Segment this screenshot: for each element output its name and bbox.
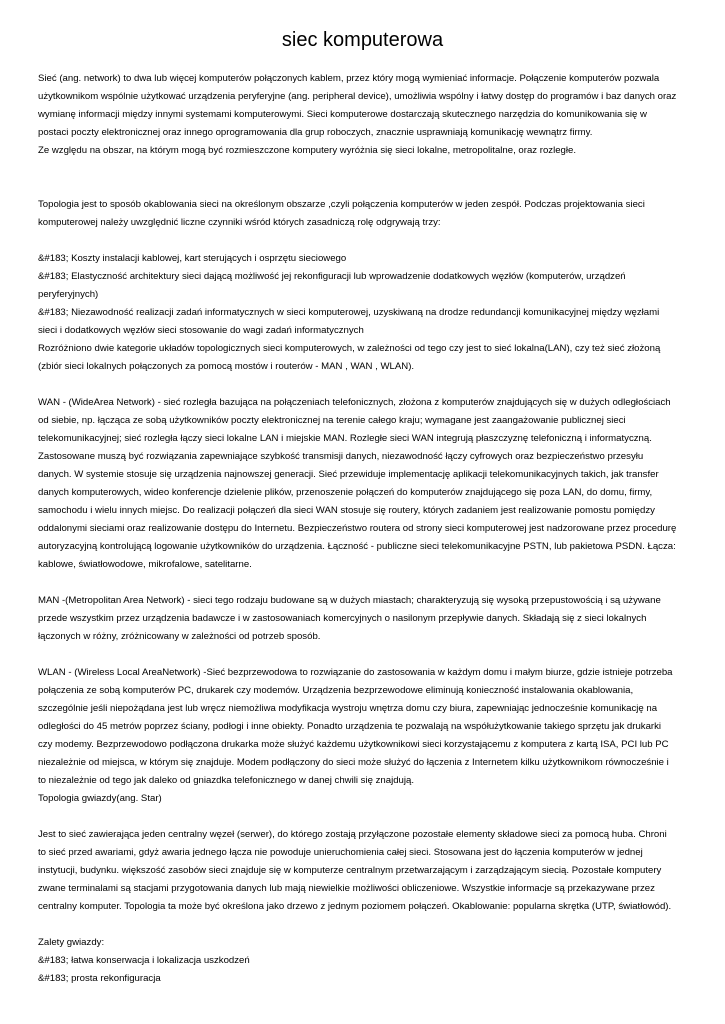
text-line: danych. W systemie stosuje się urządzenia najnowszej generacji. Sieć przewiduje implementację aplikacji telekomunikacyjnych takich, jak transfer	[38, 469, 659, 480]
text-line: &#183; Niezawodność realizacji zadań informatycznych w sieci komputerowej, uzyskiwaną na drodze redundancji komunikacyjnej między węzłami	[38, 307, 660, 318]
text-line: Ze względu na obszar, na którym mogą być rozmieszczone komputery wyróżnia się sieci lokalne, metropolitalne, oraz rozległe.	[38, 145, 577, 156]
text-line: Topologia gwiazdy(ang. Star)	[38, 793, 162, 804]
text-line: niezależnie od miejsca, w którym się znajduje. Modem podłączony do sieci może służyć do łączenia z Internetem kilku użytkownikom równocześnie i	[38, 757, 669, 768]
text-line: komputerowej należy uwzględnić liczne czynniki wśród których zasadniczą rolę odgrywają trzy:	[38, 217, 441, 228]
text-line: centralny komputer. Topologia ta może być określona jako drzewo z jednym poziomem połączeń. Okablowanie: popularna skrętka (UTP, światłowód).	[38, 901, 672, 912]
paragraph	[38, 394, 687, 574]
text-line: danych komputerowych, wideo konferencje dzielenie plików, przenoszenie połączeń do komputerów znajdującego się poza LAN, do domu, firmy,	[38, 487, 653, 498]
paragraph-spacer	[38, 916, 687, 934]
text-line: użytkownikom wspólnie użytkować urządzenia peryferyjne (ang. peripheral device), umożliwia wspólny i łatwy dostęp do programów i baz danych oraz	[38, 91, 677, 102]
text-line: samochodu i wielu innych miejsc. Do realizacji połączeń dla sieci WAN stosuje się routery, których zadaniem jest realizowanie pomostu pomiędzy	[38, 505, 655, 516]
text-line: zwane terminalami są stacjami przygotowania danych lub mają niewielkie możliwości obliczeniowe. Wszystkie informacje są przekazywane przez	[38, 883, 655, 894]
text-line: &#183; Elastyczność architektury sieci dającą możliwość jej rekonfiguracji lub wprowadzenie dodatkowych węzłów (komputerów, urządzeń	[38, 271, 626, 282]
text-line: WAN - (WideArea Network) - sieć rozległa bazująca na połączeniach telefonicznych, złożona z komputerów znajdujących się w dużych odległościach	[38, 397, 671, 408]
text-line: &#183; prosta rekonfiguracja	[38, 973, 161, 984]
text-line: MAN -(Metropolitan Area Network) - sieci tego rodzaju budowane są w dużych miastach; charakteryzują się wysoką przepustowością i są używane	[38, 595, 661, 606]
text-line: &#183; Koszty instalacji kablowej, kart sterujących i osprzętu sieciowego	[38, 253, 347, 264]
text-line: autoryzacyjną kontrolującą logowanie użytkowników do urządzenia. Łączność - publiczne sieci telekomunikacyjne PSTN, lub pakietowa PSDN. Łącza:	[38, 541, 676, 552]
text-line: peryferyjnych)	[38, 289, 99, 300]
text-line: Zalety gwiazdy:	[38, 937, 105, 948]
text-line: postaci poczty elektronicznej oraz innego oprogramowania dla grup roboczych, znacznie usprawniają komunikację wewnątrz firmy.	[38, 127, 593, 138]
text-line: Sieć (ang. network) to dwa lub więcej komputerów połączonych kablem, przez który mogą wymieniać informacje. Połączenie komputerów pozwala	[38, 73, 660, 84]
paragraph	[38, 592, 687, 646]
text-line: (zbiór sieci lokalnych połączonych za pomocą mostów i routerów - MAN , WAN , WLAN).	[38, 361, 415, 372]
document-title: siec komputerowa	[281, 29, 444, 51]
text-line: &#183; łatwa konserwacja i lokalizacja uszkodzeń	[38, 955, 250, 966]
paragraph	[38, 934, 687, 988]
text-line: odległości do 45 metrów poprzez ściany, podłogi i inne obiekty. Ponadto urządzenia te pozwalają na współużytkowanie takiego sprzętu jak drukarki	[38, 721, 662, 732]
text-line: Zastosowane muszą być rozwiązania zapewniające szybkość transmisji danych, niezawodność łączy cyfrowych oraz bezpieczeństwo przesyłu	[38, 451, 644, 462]
paragraph-spacer	[38, 160, 687, 196]
paragraph-spacer	[38, 646, 687, 664]
text-line: oddalonymi sieciami oraz realizowanie dostępu do Internetu. Bezpieczeństwo routera od strony sieci komputerowej jest nadzorowane przez procedurę	[38, 523, 677, 534]
text-line: wymianę informacji między innymi systemami komputerowymi. Sieci komputerowe dostarczają skutecznego narzędzia do komunikowania się w	[38, 109, 647, 120]
text-line: przede wszystkim przez urządzenia badawcze i w zastosowaniach komercyjnych o nasilonym przepływie danych. Składają się z sieci lokalnych	[38, 613, 647, 624]
text-line: Jest to sieć zawierająca jeden centralny węzeł (serwer), do którego zostają przyłączone pozostałe elementy składowe sieci za pomocą huba. Chroni	[38, 829, 667, 840]
paragraph	[38, 664, 687, 808]
text-line: WLAN - (Wireless Local AreaNetwork) -Sieć bezprzewodowa to rozwiązanie do zastosowania w każdym domu i małym biurze, gdzie istnieje potrzeba	[38, 667, 673, 678]
paragraph-spacer	[38, 574, 687, 592]
text-line: Topologia jest to sposób okablowania sieci na określonym obszarze ,czyli połączenia komputerów w jeden zespół. Podczas projektowania sieci	[38, 199, 645, 210]
text-line: to sieć przed awariami, gdyż awaria jednego łącza nie powoduje unieruchomienia całej sieci. Stosowana jest do łączenia komputerów w jednej	[38, 847, 643, 858]
text-line: czy modemy. Bezprzewodowo podłączona drukarka może służyć każdemu użytkownikowi sieci korzystającemu z komputera z kartą ISA, PCI lub PC	[38, 739, 669, 750]
text-line: połączenia ze sobą komputerów PC, drukarek czy modemów. Urządzenia bezprzewodowe eliminują konieczność instalowania okablowania,	[38, 685, 634, 696]
paragraph-spacer	[38, 376, 687, 394]
text-line: instytucji, budynku. większość zasobów sieci znajduje się w komputerze centralnym przetwarzającym i zarządzającym siecią. Pozostałe komputery	[38, 865, 662, 876]
paragraph	[38, 826, 687, 916]
paragraph	[38, 70, 687, 160]
text-line: szczególnie jeśli niepożądana jest lub wręcz niemożliwa modyfikacja wystroju wnętrza domu czy biura, zapewniając jednocześnie komunikację na	[38, 703, 658, 714]
text-line: telekomunikacyjnej; sieć rozległa łączy sieci lokalne LAN i miejskie MAN. Rozległe sieci WAN integrują płaszczyznę telefoniczną i informatyczną.	[38, 433, 652, 444]
text-line: sieci i dodatkowych węzłów sieci stosowanie do wagi zadań informatycznych	[38, 325, 364, 336]
text-line: Rozróżniono dwie kategorie układów topologicznych sieci komputerowych, w zależności od tego czy jest to sieć lokalna(LAN), czy też sieć złożoną	[38, 343, 661, 354]
text-line: łączonych w różny, zróżnicowany w zależności od potrzeb sposób.	[38, 631, 321, 642]
text-line: od siebie, np. łącząca ze sobą użytkowników poczty elektronicznej na terenie całego kraju; wymagane jest zaangażowanie publicznej sieci	[38, 415, 626, 426]
document-body	[38, 70, 687, 988]
paragraph-spacer	[38, 232, 687, 250]
text-line: kablowe, światłowodowe, mikrofalowe, satelitarne.	[38, 559, 252, 570]
text-line: to niezależnie od tego jak daleko od gniazdka telefonicznego w danej chwili się znajdują.	[38, 775, 415, 786]
paragraph-spacer	[38, 808, 687, 826]
paragraph	[38, 196, 687, 232]
paragraph	[38, 250, 687, 376]
